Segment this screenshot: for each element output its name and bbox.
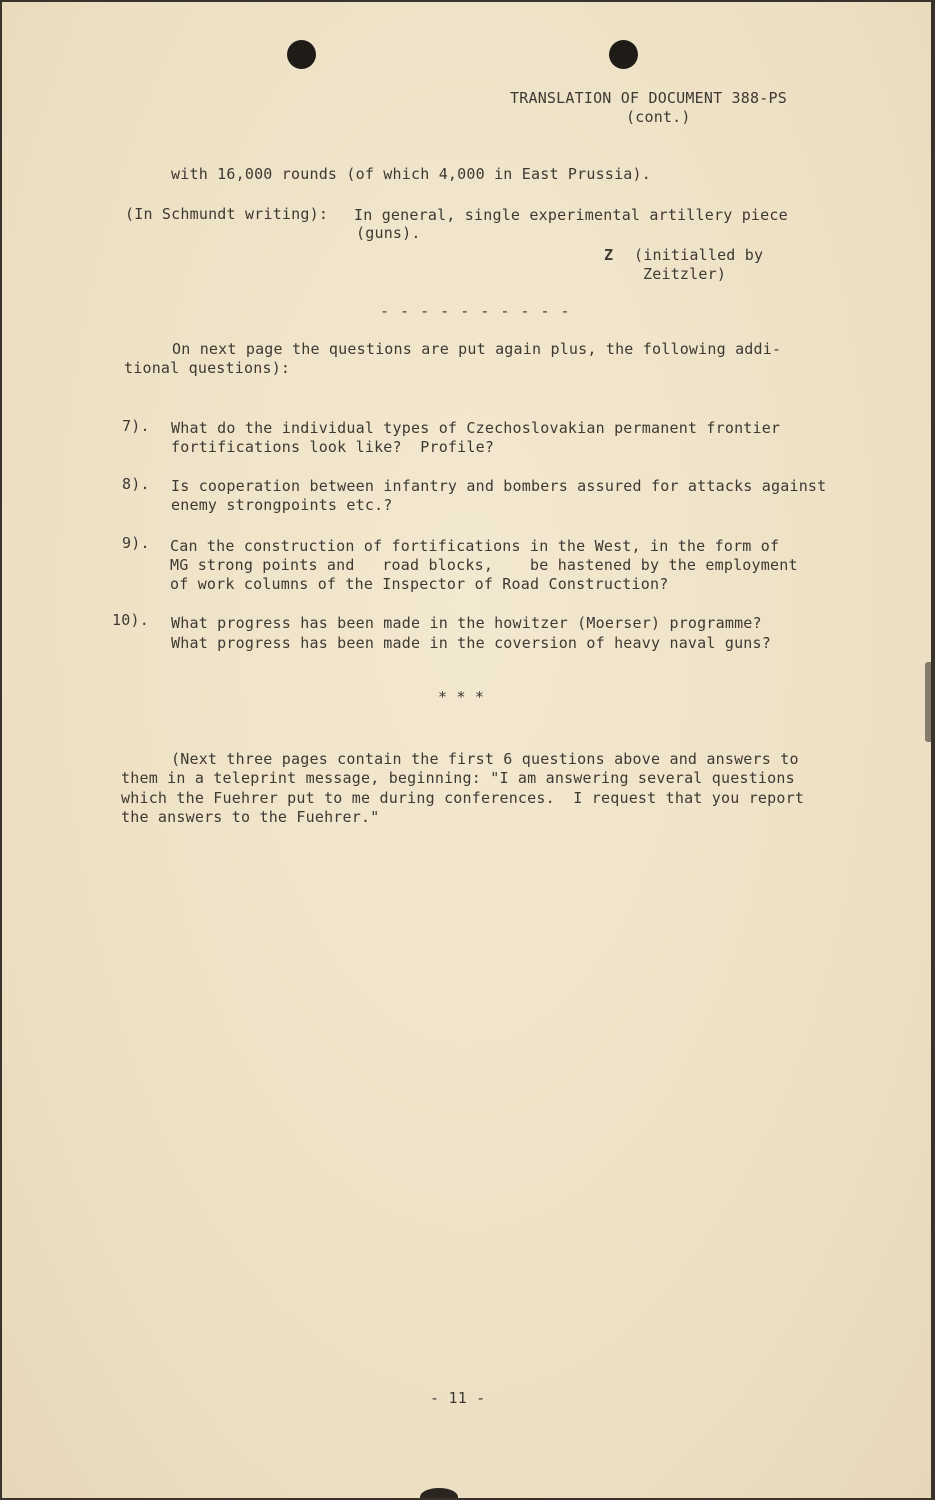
intro-line1: On next page the questions are put again plus, the following addi- [172, 340, 782, 358]
initial-mark: Z [604, 246, 614, 264]
schmundt-text-line1: In general, single experimental artillery piece [354, 206, 788, 224]
question-10-line2: What progress has been made in the coversion of heavy naval guns? [171, 634, 771, 652]
initialled-name: Zeitzler) [643, 265, 727, 283]
question-9-number: 9). [122, 534, 150, 552]
note-line3: which the Fuehrer put to me during conferences. I request that you report [121, 789, 805, 807]
question-10-number: 10). [112, 611, 149, 629]
schmundt-text-line2: (guns). [356, 224, 421, 242]
question-9-line1: Can the construction of fortifications in the West, in the form of [170, 537, 780, 555]
question-8-line2: enemy strongpoints etc.? [171, 496, 393, 514]
schmundt-label: (In Schmundt writing): [125, 205, 329, 223]
note-line4: the answers to the Fuehrer." [121, 808, 380, 826]
question-7-line2: fortifications look like? Profile? [171, 438, 495, 456]
note-line2: them in a teleprint message, beginning: "I am answering several questions [121, 769, 795, 787]
punch-hole-right [609, 40, 638, 69]
punch-hole-left [287, 40, 316, 69]
question-8-line1: Is cooperation between infantry and bombers assured for attacks against [171, 477, 827, 495]
document-title: TRANSLATION OF DOCUMENT 388-PS [510, 89, 787, 107]
section-stars: * * * [438, 688, 485, 706]
question-7-number: 7). [122, 417, 150, 435]
question-7-line1: What do the individual types of Czechoslovakian permanent frontier [171, 419, 781, 437]
note-line1: (Next three pages contain the first 6 questions above and answers to [171, 750, 799, 768]
intro-line2: tional questions): [124, 359, 291, 377]
document-cont: (cont.) [626, 108, 691, 126]
initialled-by: (initialled by [634, 246, 764, 264]
question-9-line2: MG strong points and road blocks, be hastened by the employment [170, 556, 798, 574]
section-divider: - - - - - - - - - - [380, 302, 571, 320]
question-8-number: 8). [122, 475, 150, 493]
rounds-line: with 16,000 rounds (of which 4,000 in East Prussia). [171, 165, 651, 183]
page-edge-mark [925, 662, 931, 742]
bottom-binding-notch [420, 1488, 458, 1498]
question-10-line1: What progress has been made in the howitzer (Moerser) programme? [171, 614, 762, 632]
page-number: - 11 - [430, 1389, 486, 1407]
question-9-line3: of work columns of the Inspector of Road Construction? [170, 575, 669, 593]
document-page [2, 2, 931, 1498]
